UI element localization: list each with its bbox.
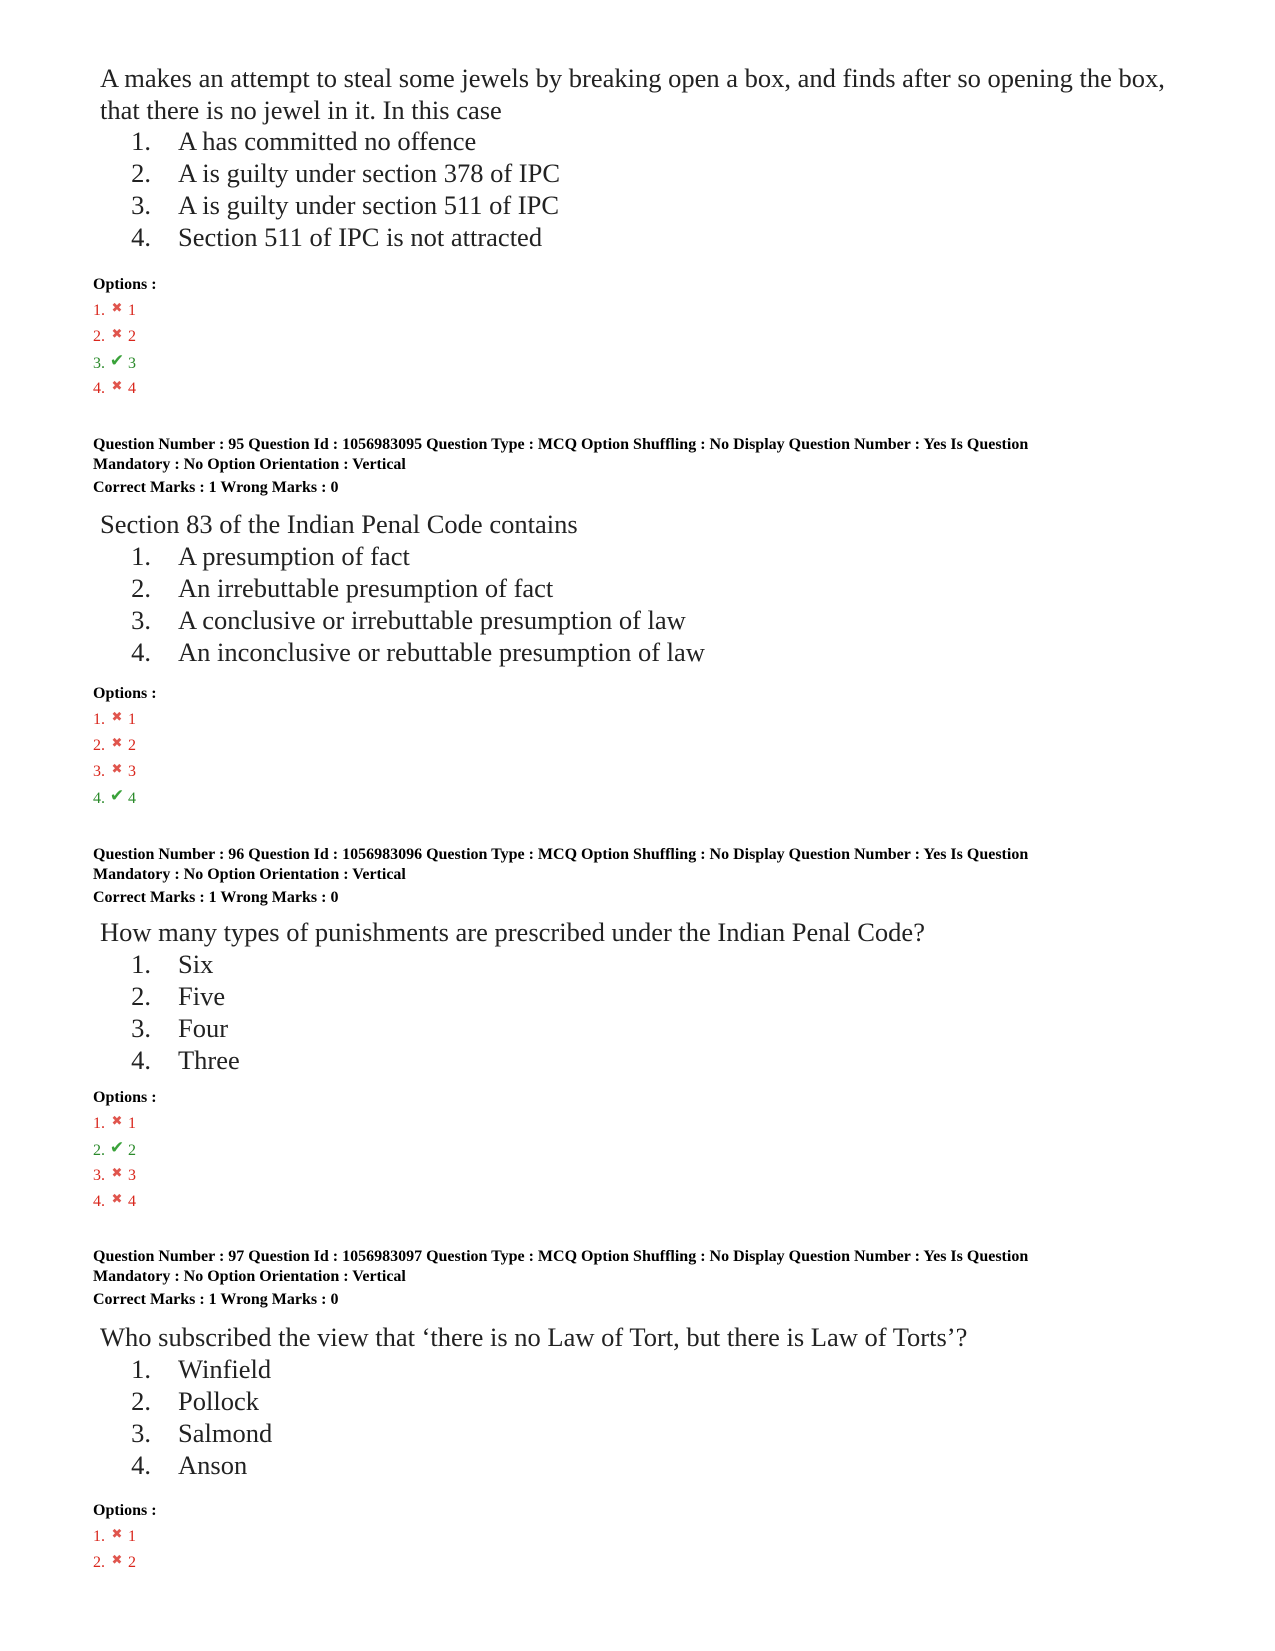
option-item: 2. ✖ 2 xyxy=(93,1552,136,1571)
question-97-options xyxy=(93,1527,136,1579)
cross-icon: ✖ xyxy=(111,761,123,776)
choice-item: 3. A is guilty under section 511 of IPC xyxy=(131,190,560,220)
check-icon: ✔ xyxy=(109,1138,125,1157)
option-item: 1. ✖ 1 xyxy=(93,709,136,728)
choice-item: 3. Salmond xyxy=(131,1418,273,1448)
options-label: Options : xyxy=(93,685,157,702)
option-item: 4. ✔ 4 xyxy=(93,786,136,807)
question-95-marks: Correct Marks : 1 Wrong Marks : 0 xyxy=(93,479,339,496)
choice-item: 4. Section 511 of IPC is not attracted xyxy=(131,222,543,252)
cross-icon: ✖ xyxy=(111,1113,123,1128)
check-icon: ✔ xyxy=(109,351,125,370)
option-item: 1. ✖ 1 xyxy=(93,1113,136,1132)
question-95-options xyxy=(93,710,136,814)
choice-item: 3. Four xyxy=(131,1013,229,1043)
cross-icon: ✖ xyxy=(111,1526,123,1541)
cross-icon: ✖ xyxy=(111,300,123,315)
question-94-stem: A makes an attempt to steal some jewels by breaking open a box, and finds after so opening the box, that there is no jewel in it. In this case xyxy=(100,63,1165,125)
cross-icon: ✖ xyxy=(111,378,123,393)
question-97-meta: Question Number : 97 Question Id : 1056983097 Question Type : MCQ Option Shuffling : No Display Question Number : Yes Is Question Mandatory : No Option Orientation : Vertical xyxy=(93,1248,1029,1285)
choice-item: 1. Six xyxy=(131,949,214,979)
choice-item: 1. Winfield xyxy=(131,1354,272,1384)
choice-item: 1. A has committed no offence xyxy=(131,126,477,156)
question-97-marks: Correct Marks : 1 Wrong Marks : 0 xyxy=(93,1291,339,1308)
check-icon: ✔ xyxy=(109,786,125,805)
option-item: 4. ✖ 4 xyxy=(93,378,136,397)
option-item: 2. ✖ 2 xyxy=(93,735,136,754)
cross-icon: ✖ xyxy=(111,735,123,750)
option-item: 2. ✖ 2 xyxy=(93,326,136,345)
choice-item: 2. Pollock xyxy=(131,1386,259,1416)
options-label: Options : xyxy=(93,1089,157,1106)
cross-icon: ✖ xyxy=(111,1191,123,1206)
choice-item: 2. A is guilty under section 378 of IPC xyxy=(131,158,561,188)
option-item: 1. ✖ 1 xyxy=(93,300,136,319)
question-96-marks: Correct Marks : 1 Wrong Marks : 0 xyxy=(93,889,339,906)
question-95-choices xyxy=(100,540,705,668)
question-97-stem: Who subscribed the view that ‘there is no Law of Tort, but there is Law of Torts’? xyxy=(100,1322,968,1352)
question-97-choices xyxy=(100,1353,272,1481)
cross-icon: ✖ xyxy=(111,1552,123,1567)
choice-item: 4. An inconclusive or rebuttable presumption of law xyxy=(131,637,705,667)
options-label: Options : xyxy=(93,276,157,293)
options-label: Options : xyxy=(93,1502,157,1519)
cross-icon: ✖ xyxy=(111,709,123,724)
choice-item: 4. Three xyxy=(131,1045,240,1075)
option-item: 1. ✖ 1 xyxy=(93,1526,136,1545)
cross-icon: ✖ xyxy=(111,326,123,341)
question-96-options xyxy=(93,1114,136,1218)
choice-item: 2. An irrebuttable presumption of fact xyxy=(131,573,554,603)
option-item: 3. ✖ 3 xyxy=(93,761,136,780)
question-96-meta: Question Number : 96 Question Id : 1056983096 Question Type : MCQ Option Shuffling : No Display Question Number : Yes Is Question Mandatory : No Option Orientation : Vertical xyxy=(93,846,1029,883)
question-95-stem: Section 83 of the Indian Penal Code contains xyxy=(100,509,578,539)
option-item: 2. ✔ 2 xyxy=(93,1138,136,1159)
question-95-meta: Question Number : 95 Question Id : 1056983095 Question Type : MCQ Option Shuffling : No Display Question Number : Yes Is Question Mandatory : No Option Orientation : Vertical xyxy=(93,436,1029,473)
question-94-choices xyxy=(100,125,560,253)
option-item: 3. ✖ 3 xyxy=(93,1165,136,1184)
cross-icon: ✖ xyxy=(111,1165,123,1180)
question-96-stem: How many types of punishments are prescribed under the Indian Penal Code? xyxy=(100,917,925,947)
question-94-options xyxy=(93,301,136,405)
choice-item: 1. A presumption of fact xyxy=(131,541,410,571)
choice-item: 3. A conclusive or irrebuttable presumption of law xyxy=(131,605,686,635)
choice-item: 2. Five xyxy=(131,981,226,1011)
option-item: 3. ✔ 3 xyxy=(93,351,136,372)
question-96-choices xyxy=(100,948,240,1076)
choice-item: 4. Anson xyxy=(131,1450,248,1480)
option-item: 4. ✖ 4 xyxy=(93,1191,136,1210)
